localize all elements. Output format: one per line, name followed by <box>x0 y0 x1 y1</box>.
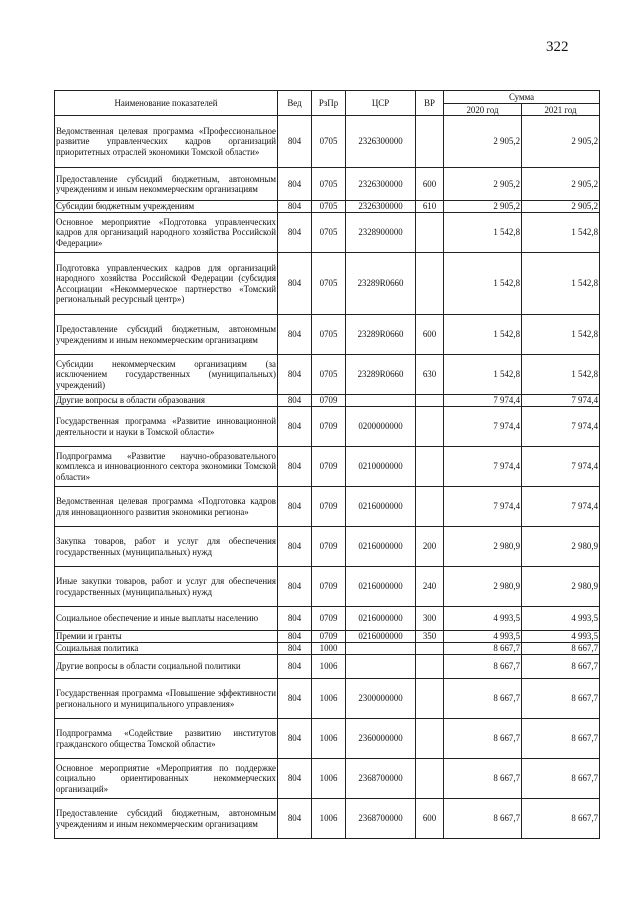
row-vr <box>416 116 444 168</box>
row-rzpr: 0705 <box>312 168 346 201</box>
row-name: Основное мероприятие «Подготовка управленческих кадров для организаций народного хозяйства Российской Федерации» <box>55 213 278 253</box>
row-rzpr: 0709 <box>312 527 346 567</box>
row-vr <box>416 679 444 719</box>
row-name: Ведомственная целевая программа «Профессиональное развитие управленческих кадров организаций приоритетных отраслей экономики Томской области» <box>55 116 278 168</box>
row-ved: 804 <box>278 168 312 201</box>
row-csr: 2368700000 <box>346 759 416 799</box>
row-sum-2021: 4 993,5 <box>522 631 600 643</box>
row-sum-2021: 1 542,8 <box>522 315 600 355</box>
row-sum-2020: 2 980,9 <box>444 527 522 567</box>
row-vr: 630 <box>416 355 444 395</box>
row-vr <box>416 407 444 447</box>
row-ved: 804 <box>278 799 312 839</box>
row-sum-2020: 8 667,7 <box>444 759 522 799</box>
row-ved: 804 <box>278 447 312 487</box>
row-ved: 804 <box>278 643 312 655</box>
header-name: Наименование показателей <box>55 91 278 116</box>
row-name: Ведомственная целевая программа «Подготовка кадров для инновационного развития экономики региона» <box>55 487 278 527</box>
row-name: Социальная политика <box>55 643 278 655</box>
row-name: Предоставление субсидий бюджетным, автономным учреждениям и иным некоммерческим организациям <box>55 168 278 201</box>
row-sum-2021: 2 980,9 <box>522 567 600 607</box>
row-name: Премии и гранты <box>55 631 278 643</box>
table-row <box>55 355 600 395</box>
table-row <box>55 447 600 487</box>
table-row <box>55 643 600 655</box>
table-row <box>55 759 600 799</box>
budget-table <box>54 90 600 839</box>
row-sum-2020: 1 542,8 <box>444 253 522 315</box>
row-csr: 0216000000 <box>346 487 416 527</box>
row-name: Социальное обеспечение и иные выплаты населению <box>55 607 278 631</box>
row-ved: 804 <box>278 213 312 253</box>
row-vr <box>416 395 444 407</box>
row-ved: 804 <box>278 567 312 607</box>
row-sum-2020: 7 974,4 <box>444 395 522 407</box>
row-vr: 600 <box>416 315 444 355</box>
row-name: Государственная программа «Повышение эффективности регионального и муниципального управления» <box>55 679 278 719</box>
row-ved: 804 <box>278 679 312 719</box>
row-sum-2020: 8 667,7 <box>444 655 522 679</box>
row-name: Субсидии бюджетным учреждениям <box>55 201 278 213</box>
row-name: Другие вопросы в области образования <box>55 395 278 407</box>
row-rzpr: 1006 <box>312 679 346 719</box>
row-sum-2020: 7 974,4 <box>444 407 522 447</box>
row-vr <box>416 655 444 679</box>
row-vr <box>416 213 444 253</box>
row-rzpr: 0705 <box>312 315 346 355</box>
row-rzpr: 1000 <box>312 643 346 655</box>
row-ved: 804 <box>278 655 312 679</box>
row-sum-2020: 1 542,8 <box>444 355 522 395</box>
table-row <box>55 487 600 527</box>
row-csr: 2326300000 <box>346 168 416 201</box>
row-csr: 0216000000 <box>346 567 416 607</box>
row-csr: 2326300000 <box>346 116 416 168</box>
page-number: 322 <box>546 39 569 55</box>
row-rzpr: 0705 <box>312 253 346 315</box>
row-sum-2021: 8 667,7 <box>522 719 600 759</box>
row-vr: 300 <box>416 607 444 631</box>
row-sum-2020: 2 905,2 <box>444 201 522 213</box>
row-name: Подготовка управленческих кадров для организаций народного хозяйства Российской Федерации (субсидия Ассоциации «Некоммерческое партнерство «Томский региональный ресурсный центр») <box>55 253 278 315</box>
row-name: Предоставление субсидий бюджетным, автономным учреждениям и иным некоммерческим организациям <box>55 315 278 355</box>
header-2021: 2021 год <box>522 104 600 116</box>
row-sum-2021: 2 905,2 <box>522 201 600 213</box>
row-csr: 2300000000 <box>346 679 416 719</box>
row-rzpr: 0709 <box>312 567 346 607</box>
header-sum: Сумма <box>444 91 600 104</box>
row-csr: 2326300000 <box>346 201 416 213</box>
row-csr: 0210000000 <box>346 447 416 487</box>
row-sum-2020: 4 993,5 <box>444 631 522 643</box>
row-vr: 350 <box>416 631 444 643</box>
row-ved: 804 <box>278 759 312 799</box>
row-sum-2021: 8 667,7 <box>522 655 600 679</box>
row-sum-2020: 8 667,7 <box>444 799 522 839</box>
row-csr <box>346 395 416 407</box>
row-csr: 0216000000 <box>346 631 416 643</box>
row-sum-2021: 2 905,2 <box>522 168 600 201</box>
row-sum-2020: 8 667,7 <box>444 679 522 719</box>
row-ved: 804 <box>278 116 312 168</box>
table-row <box>55 253 600 315</box>
table-row <box>55 679 600 719</box>
table-row <box>55 168 600 201</box>
row-sum-2021: 1 542,8 <box>522 213 600 253</box>
row-rzpr: 0709 <box>312 395 346 407</box>
row-csr <box>346 643 416 655</box>
row-sum-2021: 7 974,4 <box>522 395 600 407</box>
row-sum-2021: 8 667,7 <box>522 759 600 799</box>
header-2020: 2020 год <box>444 104 522 116</box>
table-row <box>55 213 600 253</box>
row-rzpr: 1006 <box>312 655 346 679</box>
table-row <box>55 799 600 839</box>
row-vr: 610 <box>416 201 444 213</box>
row-name: Субсидии некоммерческим организациям (за исключением государственных (муниципальных) учреждений) <box>55 355 278 395</box>
row-ved: 804 <box>278 253 312 315</box>
row-sum-2020: 7 974,4 <box>444 487 522 527</box>
row-name: Иные закупки товаров, работ и услуг для обеспечения государственных (муниципальных) нужд <box>55 567 278 607</box>
row-vr <box>416 253 444 315</box>
row-vr: 240 <box>416 567 444 607</box>
row-vr <box>416 643 444 655</box>
row-ved: 804 <box>278 631 312 643</box>
row-csr: 0200000000 <box>346 407 416 447</box>
row-sum-2020: 2 905,2 <box>444 116 522 168</box>
row-ved: 804 <box>278 719 312 759</box>
row-rzpr: 0709 <box>312 407 346 447</box>
row-rzpr: 1006 <box>312 759 346 799</box>
row-rzpr: 0705 <box>312 201 346 213</box>
row-sum-2021: 8 667,7 <box>522 643 600 655</box>
row-sum-2020: 8 667,7 <box>444 643 522 655</box>
row-csr: 2360000000 <box>346 719 416 759</box>
row-rzpr: 0709 <box>312 607 346 631</box>
table-row <box>55 631 600 643</box>
row-sum-2020: 2 980,9 <box>444 567 522 607</box>
header-rzpr: РзПр <box>312 91 346 116</box>
row-csr: 0216000000 <box>346 527 416 567</box>
row-name: Государственная программа «Развитие инновационной деятельности и науки в Томской области» <box>55 407 278 447</box>
row-name: Другие вопросы в области социальной политики <box>55 655 278 679</box>
row-vr <box>416 447 444 487</box>
row-rzpr: 1006 <box>312 799 346 839</box>
table-row <box>55 567 600 607</box>
row-vr: 600 <box>416 168 444 201</box>
row-name: Закупка товаров, работ и услуг для обеспечения государственных (муниципальных) нужд <box>55 527 278 567</box>
row-rzpr: 0705 <box>312 116 346 168</box>
row-sum-2020: 1 542,8 <box>444 213 522 253</box>
row-sum-2021: 4 993,5 <box>522 607 600 631</box>
row-name: Подпрограмма «Развитие научно-образовательного комплекса и инновационного сектора экономики Томской области» <box>55 447 278 487</box>
row-ved: 804 <box>278 395 312 407</box>
header-csr: ЦСР <box>346 91 416 116</box>
table-row <box>55 607 600 631</box>
row-vr <box>416 487 444 527</box>
row-csr: 23289R0660 <box>346 253 416 315</box>
row-sum-2021: 2 980,9 <box>522 527 600 567</box>
row-csr <box>346 655 416 679</box>
row-vr: 600 <box>416 799 444 839</box>
row-sum-2021: 8 667,7 <box>522 679 600 719</box>
row-ved: 804 <box>278 315 312 355</box>
row-ved: 804 <box>278 527 312 567</box>
table-header <box>55 91 600 116</box>
row-rzpr: 0709 <box>312 631 346 643</box>
row-ved: 804 <box>278 407 312 447</box>
row-vr: 200 <box>416 527 444 567</box>
row-rzpr: 0705 <box>312 355 346 395</box>
row-ved: 804 <box>278 607 312 631</box>
table-body <box>55 116 600 839</box>
row-ved: 804 <box>278 201 312 213</box>
table-row <box>55 527 600 567</box>
row-rzpr: 1006 <box>312 719 346 759</box>
row-csr: 2368700000 <box>346 799 416 839</box>
row-sum-2020: 4 993,5 <box>444 607 522 631</box>
table-row <box>55 655 600 679</box>
row-csr: 0216000000 <box>346 607 416 631</box>
row-rzpr: 0709 <box>312 487 346 527</box>
row-csr: 2328900000 <box>346 213 416 253</box>
row-vr <box>416 719 444 759</box>
row-name: Основное мероприятие «Мероприятия по поддержке социально ориентированных некоммерческих организаций» <box>55 759 278 799</box>
row-sum-2021: 2 905,2 <box>522 116 600 168</box>
row-name: Предоставление субсидий бюджетным, автономным учреждениям и иным некоммерческим организациям <box>55 799 278 839</box>
row-sum-2021: 7 974,4 <box>522 407 600 447</box>
row-sum-2020: 2 905,2 <box>444 168 522 201</box>
table-row <box>55 201 600 213</box>
table-row <box>55 315 600 355</box>
row-vr <box>416 759 444 799</box>
row-name: Подпрограмма «Содействие развитию институтов гражданского общества Томской области» <box>55 719 278 759</box>
row-ved: 804 <box>278 355 312 395</box>
row-sum-2021: 1 542,8 <box>522 355 600 395</box>
row-rzpr: 0705 <box>312 213 346 253</box>
header-vr: ВР <box>416 91 444 116</box>
row-csr: 23289R0660 <box>346 315 416 355</box>
row-sum-2021: 7 974,4 <box>522 447 600 487</box>
row-csr: 23289R0660 <box>346 355 416 395</box>
row-sum-2021: 1 542,8 <box>522 253 600 315</box>
table-row <box>55 116 600 168</box>
header-ved: Вед <box>278 91 312 116</box>
row-sum-2020: 7 974,4 <box>444 447 522 487</box>
table-row <box>55 719 600 759</box>
table-row <box>55 407 600 447</box>
row-sum-2020: 8 667,7 <box>444 719 522 759</box>
row-sum-2021: 8 667,7 <box>522 799 600 839</box>
row-rzpr: 0709 <box>312 447 346 487</box>
row-sum-2020: 1 542,8 <box>444 315 522 355</box>
row-sum-2021: 7 974,4 <box>522 487 600 527</box>
table-row <box>55 395 600 407</box>
row-ved: 804 <box>278 487 312 527</box>
